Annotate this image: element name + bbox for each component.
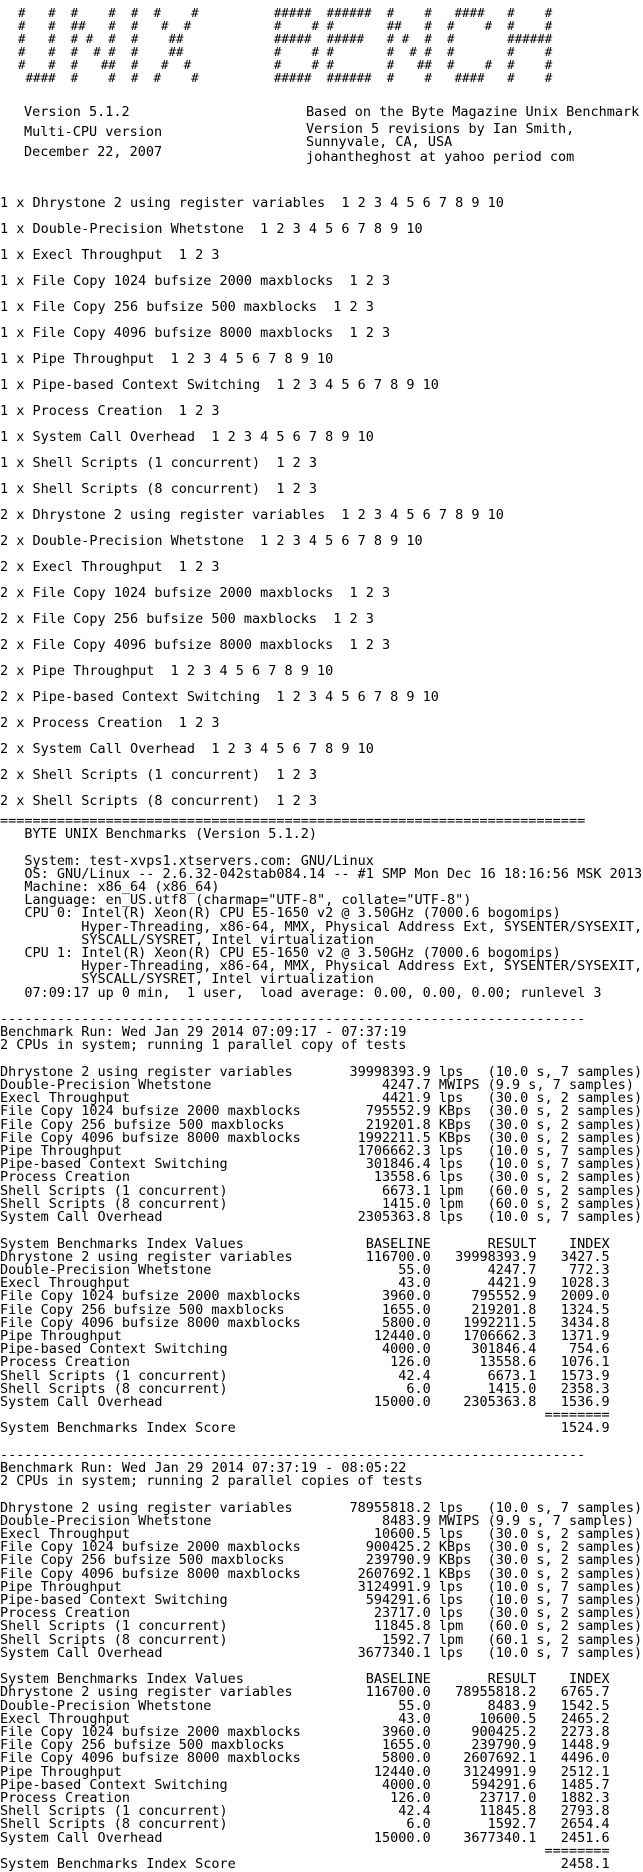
report-line: Shell Scripts (8 concurrent) 1592.7 lpm (60.1 s, 2 samples)	[0, 1631, 643, 1648]
progress-line: 1 x Execl Throughput 1 2 3	[0, 247, 220, 263]
banner-right-column	[306, 102, 639, 165]
report-line: Execl Throughput 43.0 10600.5 2465.2	[0, 1710, 610, 1727]
report-line: File Copy 4096 bufsize 8000 maxblocks 5800.0 1992211.5 3434.8	[0, 1314, 610, 1331]
report-line: Shell Scripts (8 concurrent) 6.0 1415.0 2358.3	[0, 1380, 610, 1397]
report-line: Double-Precision Whetstone 55.0 8483.9 1542.5	[0, 1697, 610, 1714]
progress-line: 1 x Dhrystone 2 using register variables 1 2 3 4 5 6 7 8 9 10	[0, 195, 504, 211]
separator-line: ------------------------------------------------------------------------	[0, 1011, 586, 1028]
revisions-line: Version 5 revisions by Ian Smith,	[306, 121, 575, 137]
report-line: 07:09:17 up 0 min, 1 user, load average: 0.00, 0.00, 0.00; runlevel 3	[0, 984, 602, 1001]
report-line: Dhrystone 2 using register variables 116700.0 78955818.2 6765.7	[0, 1684, 610, 1701]
report-line: Pipe-based Context Switching 4000.0 301846.4 754.6	[0, 1341, 610, 1358]
report-line: Pipe Throughput 12440.0 1706662.3 1371.9	[0, 1327, 610, 1344]
version-line: Version 5.1.2	[24, 104, 130, 120]
report-line: Double-Precision Whetstone 8483.9 MWIPS (9.9 s, 7 samples)	[0, 1512, 634, 1529]
progress-line: 2 x File Copy 1024 bufsize 2000 maxblocks 1 2 3	[0, 585, 391, 601]
report-line: CPU 0: Intel(R) Xeon(R) CPU E5-1650 v2 @ 3.50GHz (7000.6 bogomips)	[0, 905, 561, 922]
report-line: Language: en_US.utf8 (charmap="UTF-8", collate="UTF-8")	[0, 892, 472, 909]
report-line: Process Creation 13558.6 lps (30.0 s, 2 samples)	[0, 1169, 643, 1186]
report-line: Process Creation 126.0 23717.0 1882.3	[0, 1790, 610, 1807]
separator-line: ========================================================================	[0, 813, 586, 829]
report-line: System Call Overhead 15000.0 3677340.1 2451.6	[0, 1829, 610, 1846]
progress-line: 2 x Shell Scripts (8 concurrent) 1 2 3	[0, 793, 317, 809]
report-line: Execl Throughput 4421.9 lps (30.0 s, 2 samples)	[0, 1090, 643, 1107]
report-line: Execl Throughput 43.0 4421.9 1028.3	[0, 1275, 610, 1292]
report-line: Pipe-based Context Switching 4000.0 594291.6 1485.7	[0, 1776, 610, 1793]
report-line: File Copy 1024 bufsize 2000 maxblocks 3960.0 795552.9 2009.0	[0, 1288, 610, 1305]
report-line: Shell Scripts (1 concurrent) 6673.1 lpm (60.0 s, 2 samples)	[0, 1182, 643, 1199]
report-line: Pipe Throughput 1706662.3 lps (10.0 s, 7 samples)	[0, 1143, 643, 1160]
report-line: File Copy 1024 bufsize 2000 maxblocks 3960.0 900425.2 2273.8	[0, 1724, 610, 1741]
multicpu-line: Multi-CPU version	[24, 124, 163, 140]
report-line: ========	[0, 1407, 610, 1424]
report-line: File Copy 1024 bufsize 2000 maxblocks 795552.9 KBps (30.0 s, 2 samples)	[0, 1103, 643, 1120]
report-line: File Copy 256 bufsize 500 maxblocks 219201.8 KBps (30.0 s, 2 samples)	[0, 1116, 643, 1133]
report-line: ========	[0, 1842, 610, 1859]
report-line: System Benchmarks Index Values BASELINE RESULT INDEX	[0, 1671, 610, 1688]
report-line: Machine: x86_64 (x86_64)	[0, 879, 220, 896]
progress-line: 1 x Pipe Throughput 1 2 3 4 5 6 7 8 9 10	[0, 351, 334, 367]
progress-line: 2 x Double-Precision Whetstone 1 2 3 4 5 6 7 8 9 10	[0, 533, 423, 549]
separator-line: ------------------------------------------------------------------------	[0, 1446, 586, 1463]
report-line: File Copy 4096 bufsize 8000 maxblocks 2607692.1 KBps (30.0 s, 2 samples)	[0, 1565, 643, 1582]
report-line: Double-Precision Whetstone 55.0 4247.7 772.3	[0, 1261, 610, 1278]
report-line: Shell Scripts (8 concurrent) 1415.0 lpm (60.0 s, 2 samples)	[0, 1195, 643, 1212]
based-on-line: Based on the Byte Magazine Unix Benchmark	[306, 104, 640, 120]
progress-line: 2 x Pipe-based Context Switching 1 2 3 4 5 6 7 8 9 10	[0, 689, 439, 705]
report-line: System Call Overhead 2305363.8 lps (10.0 s, 7 samples)	[0, 1209, 643, 1226]
progress-line: 1 x File Copy 1024 bufsize 2000 maxblocks 1 2 3	[0, 273, 391, 289]
report-line: OS: GNU/Linux -- 2.6.32-042stab084.14 -- #1 SMP Mon Dec 16 18:16:56 MSK 2013	[0, 865, 643, 882]
report-line: System Call Overhead 15000.0 2305363.8 1536.9	[0, 1393, 610, 1410]
report-line: Pipe Throughput 12440.0 3124991.9 2512.1	[0, 1763, 610, 1780]
progress-line: 2 x Shell Scripts (1 concurrent) 1 2 3	[0, 767, 317, 783]
report-line: Pipe-based Context Switching 594291.6 lps (10.0 s, 7 samples)	[0, 1591, 643, 1608]
report-line: File Copy 256 bufsize 500 maxblocks 1655.0 239790.9 1448.9	[0, 1737, 610, 1754]
report-line: File Copy 256 bufsize 500 maxblocks 1655.0 219201.8 1324.5	[0, 1301, 610, 1318]
report-line: Dhrystone 2 using register variables 78955818.2 lps (10.0 s, 7 samples)	[0, 1499, 643, 1516]
benchmark-report	[0, 815, 642, 1871]
progress-lines	[0, 190, 504, 814]
report-line: Shell Scripts (1 concurrent) 11845.8 lpm (60.0 s, 2 samples)	[0, 1618, 643, 1635]
report-line: Execl Throughput 10600.5 lps (30.0 s, 2 samples)	[0, 1525, 643, 1542]
progress-line: 2 x File Copy 4096 bufsize 8000 maxblocks 1 2 3	[0, 637, 391, 653]
location-line: Sunnyvale, CA, USA	[306, 134, 453, 150]
progress-line: 1 x Shell Scripts (8 concurrent) 1 2 3	[0, 481, 317, 497]
progress-line: 1 x Double-Precision Whetstone 1 2 3 4 5 6 7 8 9 10	[0, 221, 423, 237]
report-line: Pipe-based Context Switching 301846.4 lps (10.0 s, 7 samples)	[0, 1156, 643, 1173]
progress-line: 1 x Shell Scripts (1 concurrent) 1 2 3	[0, 455, 317, 471]
report-line: File Copy 256 bufsize 500 maxblocks 239790.9 KBps (30.0 s, 2 samples)	[0, 1552, 643, 1569]
report-line: Process Creation 23717.0 lps (30.0 s, 2 samples)	[0, 1605, 643, 1622]
report-line: File Copy 4096 bufsize 8000 maxblocks 1992211.5 KBps (30.0 s, 2 samples)	[0, 1129, 643, 1146]
report-line: Process Creation 126.0 13558.6 1076.1	[0, 1354, 610, 1371]
report-line: System Benchmarks Index Score 2458.1	[0, 1856, 610, 1872]
report-line: BYTE UNIX Benchmarks (Version 5.1.2)	[0, 826, 317, 843]
progress-line: 2 x File Copy 256 bufsize 500 maxblocks 1 2 3	[0, 611, 374, 627]
progress-line: 2 x Execl Throughput 1 2 3	[0, 559, 220, 575]
report-line: 2 CPUs in system; running 2 parallel copies of tests	[0, 1473, 423, 1490]
report-line: System Benchmarks Index Values BASELINE RESULT INDEX	[0, 1235, 610, 1252]
report-line: System: test-xvps1.xtservers.com: GNU/Linux	[0, 852, 374, 869]
report-line: System Benchmarks Index Score 1524.9	[0, 1420, 610, 1437]
report-line: Dhrystone 2 using register variables 116700.0 39998393.9 3427.5	[0, 1248, 610, 1265]
report-line: Shell Scripts (1 concurrent) 42.4 6673.1 1573.9	[0, 1367, 610, 1384]
date-line: December 22, 2007	[24, 144, 163, 160]
progress-line: 1 x System Call Overhead 1 2 3 4 5 6 7 8 9 10	[0, 429, 374, 445]
progress-line: 2 x Process Creation 1 2 3	[0, 715, 220, 731]
report-line: SYSCALL/SYSRET, Intel virtualization	[0, 971, 374, 988]
contact-line: johantheghost at yahoo period com	[306, 149, 575, 165]
report-line: Benchmark Run: Wed Jan 29 2014 07:37:19 - 08:05:22	[0, 1459, 407, 1476]
report-line: File Copy 4096 bufsize 8000 maxblocks 5800.0 2607692.1 4496.0	[0, 1750, 610, 1767]
report-line: Benchmark Run: Wed Jan 29 2014 07:09:17 - 07:37:19	[0, 1024, 407, 1041]
report-line: Pipe Throughput 3124991.9 lps (10.0 s, 7 samples)	[0, 1578, 643, 1595]
report-line: 2 CPUs in system; running 1 parallel copy of tests	[0, 1037, 407, 1054]
report-line: Hyper-Threading, x86-64, MMX, Physical Address Ext, SYSENTER/SYSEXIT,	[0, 958, 643, 975]
progress-line: 1 x File Copy 256 bufsize 500 maxblocks 1 2 3	[0, 299, 374, 315]
banner-left-column	[24, 102, 162, 162]
report-line: Hyper-Threading, x86-64, MMX, Physical Address Ext, SYSENTER/SYSEXIT,	[0, 918, 643, 935]
progress-line: 1 x Pipe-based Context Switching 1 2 3 4 5 6 7 8 9 10	[0, 377, 439, 393]
report-line: Shell Scripts (8 concurrent) 6.0 1592.7 2654.4	[0, 1816, 610, 1833]
progress-line: 2 x Dhrystone 2 using register variables 1 2 3 4 5 6 7 8 9 10	[0, 507, 504, 523]
progress-line: 1 x Process Creation 1 2 3	[0, 403, 220, 419]
report-line: CPU 1: Intel(R) Xeon(R) CPU E5-1650 v2 @ 3.50GHz (7000.6 bogomips)	[0, 945, 561, 962]
progress-line: 1 x File Copy 4096 bufsize 8000 maxblocks 1 2 3	[0, 325, 391, 341]
progress-line: 2 x System Call Overhead 1 2 3 4 5 6 7 8 9 10	[0, 741, 374, 757]
report-line: Shell Scripts (1 concurrent) 42.4 11845.8 2793.8	[0, 1803, 610, 1820]
report-line: Double-Precision Whetstone 4247.7 MWIPS (9.9 s, 7 samples)	[0, 1077, 634, 1094]
report-line: SYSCALL/SYSRET, Intel virtualization	[0, 931, 374, 948]
report-line: System Call Overhead 3677340.1 lps (10.0 s, 7 samples)	[0, 1644, 643, 1661]
unixbench-ascii-banner: # # # # # # # ##### ###### # # #### # # # # ## # # # # # # # ## # # # # # # # # # # # ## ##### ##### # # # # ###### # # # # # # ## # # # # # # # # # # # # ## # # # # # # # ## # # # # #### # # # # # ##### ###### # # #### # #	[18, 5, 553, 85]
report-line: Dhrystone 2 using register variables 39998393.9 lps (10.0 s, 7 samples)	[0, 1063, 643, 1080]
progress-line: 2 x Pipe Throughput 1 2 3 4 5 6 7 8 9 10	[0, 663, 334, 679]
report-line: File Copy 1024 bufsize 2000 maxblocks 900425.2 KBps (30.0 s, 2 samples)	[0, 1539, 643, 1556]
